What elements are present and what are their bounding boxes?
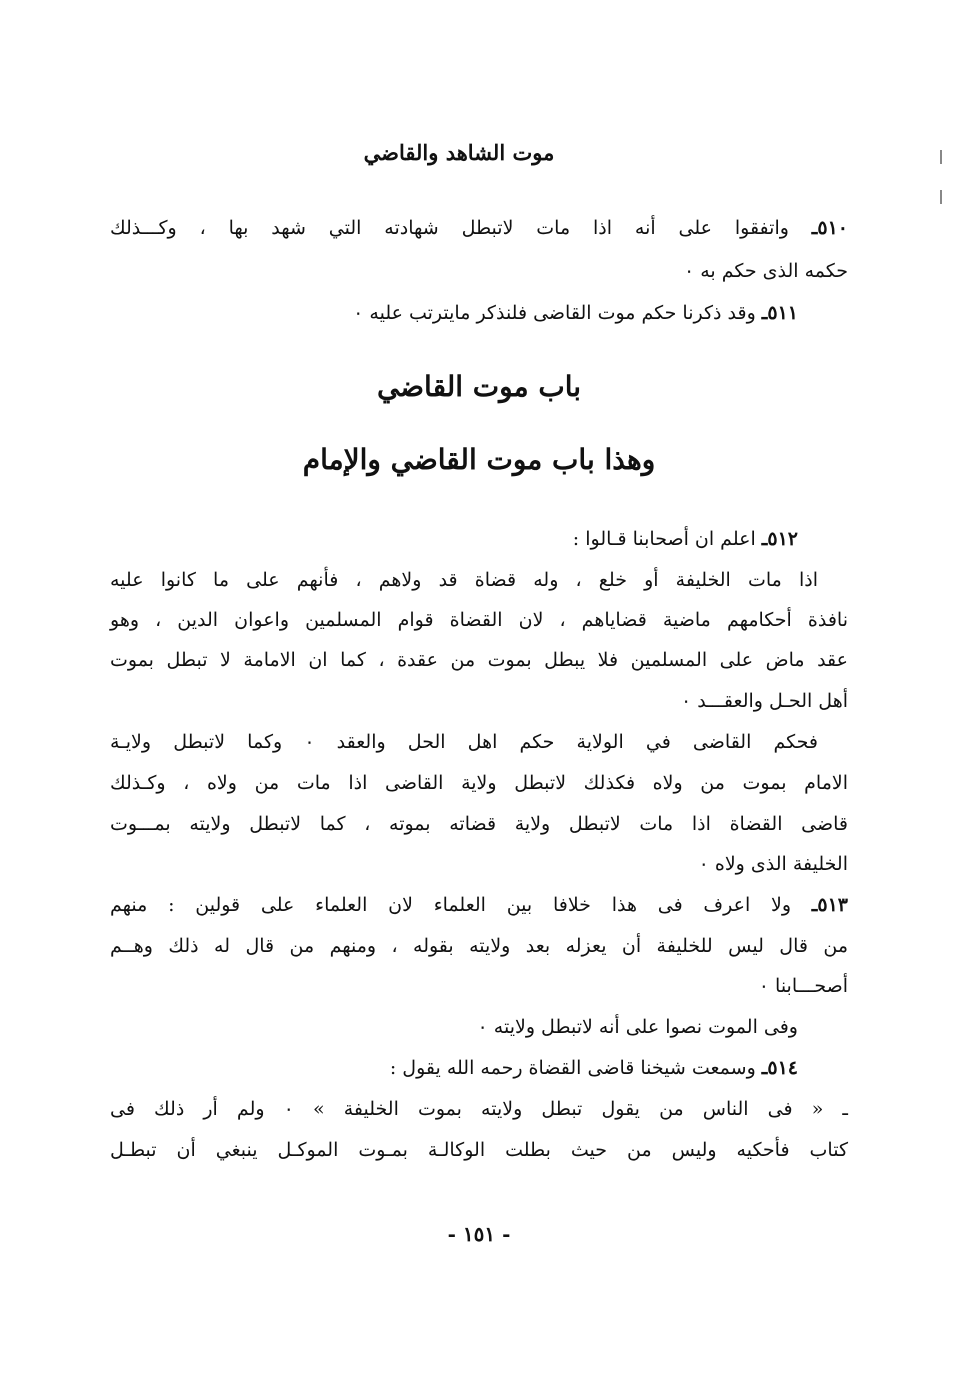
section-512-line-5: فحكم القاضى في الولاية حكم اهل الحل والعقد ٠ وكما لاتبطل ولايـة — [110, 731, 818, 753]
section-513-line-3: أصحـــابنا ٠ — [758, 975, 848, 997]
section-513-text-1: ولا اعرف فى هذا خلافا بين العلماء لان العلماء على قولين : منهم — [110, 894, 792, 916]
section-511-line — [110, 298, 798, 328]
scan-edge-mark — [940, 150, 942, 164]
section-513-line-2: من قال ليس للخليفة أن يعزله بعد ولايته بقوله ، ومنهم من قال له ذلك وهــم — [110, 935, 848, 957]
section-510-number: ٥١٠ـ — [811, 217, 848, 239]
section-514-number: ٥١٤ـ — [761, 1057, 798, 1079]
section-514-line-1: ـ « فى الناس من يقول تبطل ولايته بموت الخليفة » ٠ ولم أر ذلك فى — [110, 1098, 848, 1120]
section-512-line-7: قاضى القضاة اذا مات لاتبطل ولاية قضاته بموته ، كما لاتبطل ولايته بمـــوت — [110, 813, 848, 835]
section-513-line-1 — [110, 890, 848, 920]
chapter-heading: باب موت القاضي — [376, 370, 582, 403]
scan-edge-mark — [940, 190, 942, 204]
section-512-number: ٥١٢ـ — [761, 528, 798, 550]
section-514-intro-line — [110, 1053, 798, 1083]
section-511-text: وقد ذكرنا حكم موت القاضى فلنذكر مايترتب عليه ٠ — [353, 302, 756, 324]
section-514-line-2: كتاب فأحكيه وليس من حيث بطلت الوكالـة بمـوت الموكـل ينبغي أن تبطـل — [110, 1139, 848, 1161]
section-512-line-3: عقد ماض على المسلمين فلا يبطل بموت من عقدة ، كما ان الامامة لا تبطل بموت — [110, 649, 848, 671]
section-512-line-1: اذا مات الخليفة أو خلع ، وله قضاة قد ولاهم ، فأنهم على ما كانوا عليه — [110, 569, 818, 591]
section-514-intro: وسمعت شيخنا قاضى القضاة رحمه الله يقول : — [389, 1057, 756, 1079]
section-512-line-4: أهل الحـل والعقـــد ٠ — [680, 690, 848, 712]
section-513-line-4: وفى الموت نصوا على أنه لاتبطل ولايته ٠ — [477, 1016, 798, 1038]
section-512-line-8: الخليفة الذى ولاه ٠ — [698, 853, 848, 875]
running-head: موت الشاهد والقاضي — [363, 140, 555, 165]
section-510-line-2: حكمه الذى حكم به ٠ — [683, 260, 848, 282]
section-512-intro-line — [110, 524, 798, 554]
section-512-intro: اعلم ان أصحابنا قـالوا : — [572, 528, 756, 550]
page-number: - ١٥١ - — [447, 1222, 511, 1246]
section-510-line-1 — [110, 213, 848, 243]
section-511-number: ٥١١ـ — [761, 302, 798, 324]
section-512-line-6: الامام بموت من ولاه فكذلك لاتبطل ولاية القاضى اذا مات من ولاه ، وكـذلك — [110, 772, 849, 794]
section-512-line-2: نافذة أحكامهم ماضية قضاياهم ، لان القضاة قوام المسلمين واعوان الدين ، وهو — [110, 609, 848, 631]
section-513-number: ٥١٣ـ — [811, 894, 848, 916]
section-510-text-1: واتفقوا على أنه اذا مات لاتبطل شهادته التي شهد بها ، وكـــذلك — [110, 217, 789, 239]
chapter-subheading: وهذا باب موت القاضي والإمام — [302, 443, 656, 476]
